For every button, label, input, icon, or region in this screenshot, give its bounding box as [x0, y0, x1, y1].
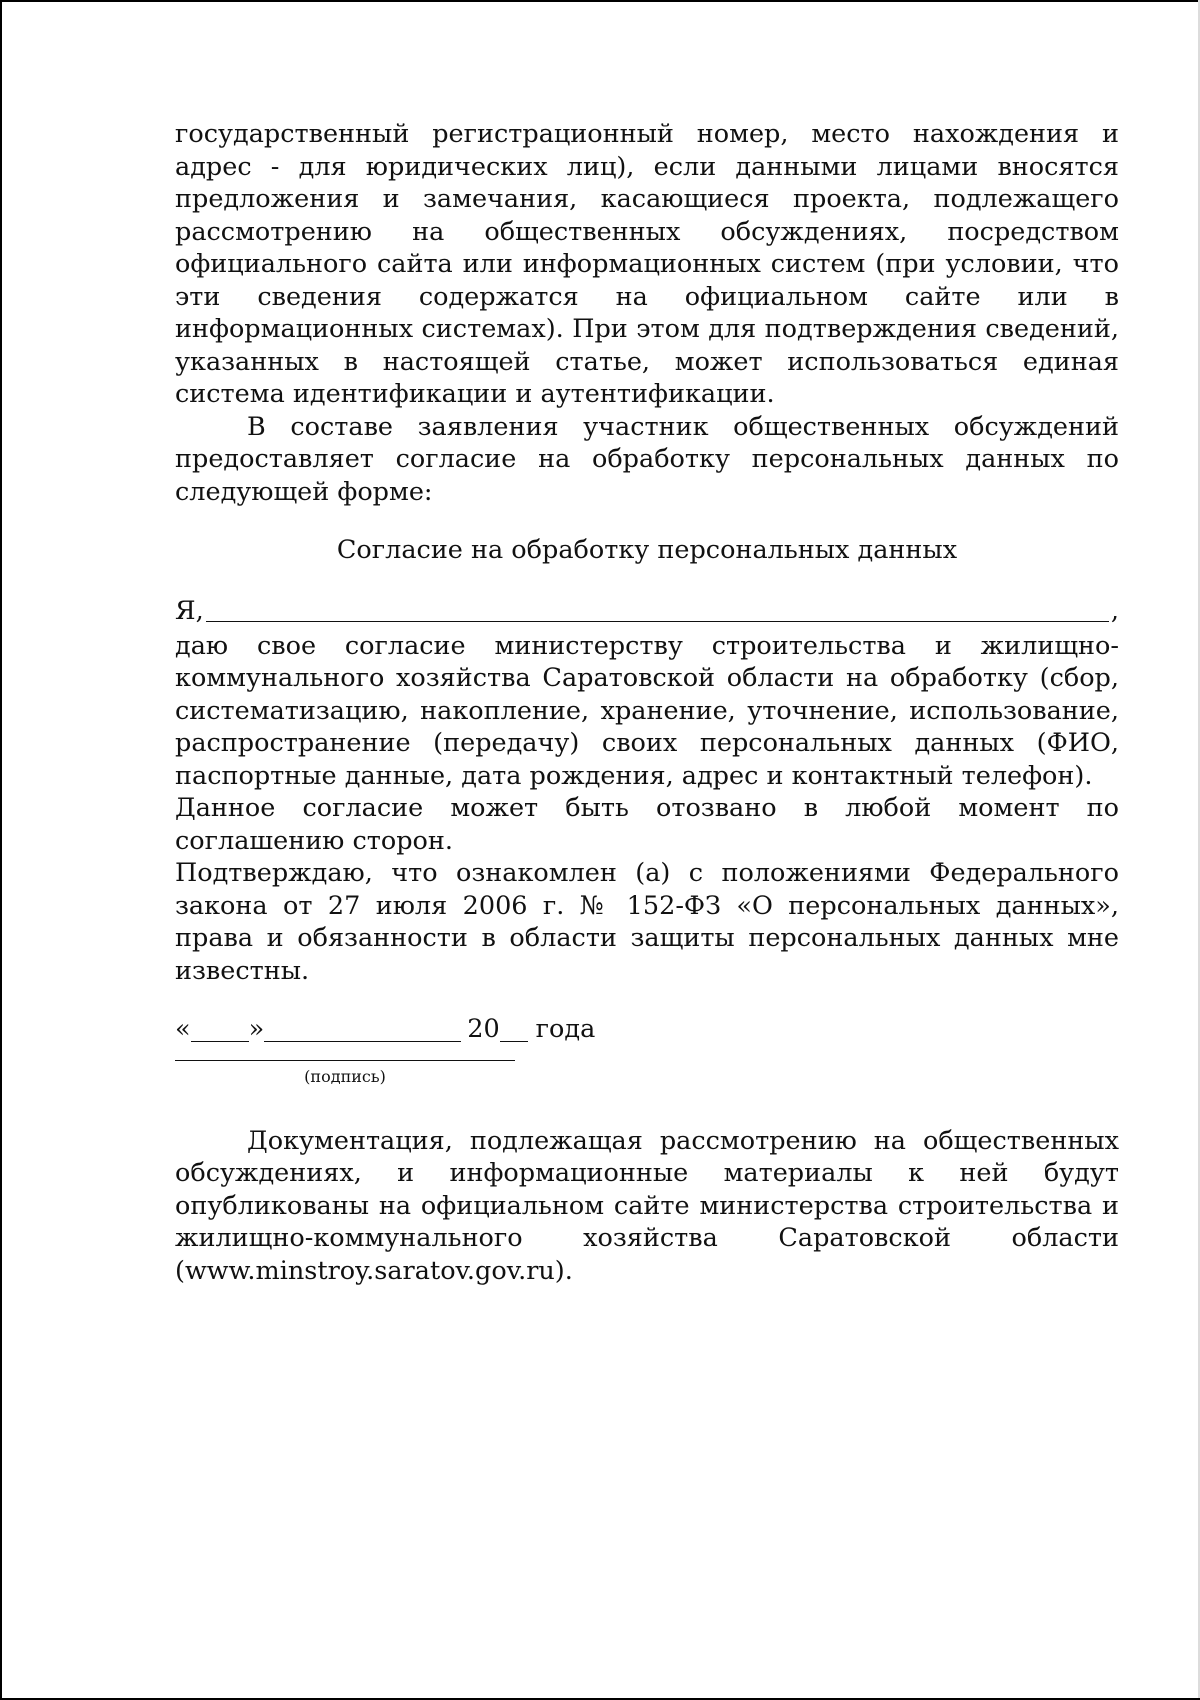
date-century: 20	[467, 1014, 500, 1044]
date-day-blank	[191, 1017, 249, 1042]
name-prefix: Я,	[175, 596, 204, 626]
date-year-blank	[500, 1017, 528, 1042]
paragraph-confirm: Подтверждаю, что ознакомлен (а) с положениями Федерального закона от 27 июля 2006 г. № 152-ФЗ «О персональных данных», права и обязанности в области защиты персональных данных мне известны.	[175, 858, 1119, 986]
signature-block	[175, 1060, 515, 1087]
paragraph-revoke: Данное согласие может быть отозвано в любой момент по соглашению сторон.	[175, 793, 1119, 856]
date-year-word: года	[535, 1014, 596, 1044]
paragraph-documentation: Документация, подлежащая рассмотрению на общественных обсуждениях, и информационные материалы к ней будут опубликованы на официальном сайте министерства строительства и жилищно-коммунального хозяйства Саратовской области (www.minstroy.saratov.gov.ru).	[175, 1125, 1119, 1286]
document-body	[175, 118, 1119, 1287]
name-suffix: ,	[1110, 596, 1119, 626]
signature-line	[175, 1060, 515, 1061]
signature-caption: (подпись)	[304, 1066, 386, 1086]
date-fill-line	[175, 1013, 1119, 1046]
paragraph-identification: государственный регистрационный номер, место нахождения и адрес - для юридических лиц), если данными лицами вносятся предложения и замечания, касающиеся проекта, подлежащего рассмотрению на общественных обсуждениях, посредством официального сайта или информационных систем (при условии, что эти сведения содержатся на официальном сайте или в информационных системах). При этом для подтверждения сведений, указанных в настоящей статье, может использоваться единая система идентификации и аутентификации.	[175, 119, 1119, 409]
paragraph-consent-text: даю свое согласие министерству строительства и жилищно-коммунального хозяйства Саратовской области на обработку (сбор, систематизацию, накопление, хранение, уточнение, использование, распространение (передачу) своих персональных данных (ФИО, паспортные данные, дата рождения, адрес и контактный телефон).	[175, 630, 1119, 791]
name-blank	[206, 595, 1109, 622]
date-month-blank	[264, 1017, 461, 1042]
paragraph-consent-intro: В составе заявления участник общественных обсуждений предоставляет согласие на обработку персональных данных по следующей форме:	[175, 411, 1119, 507]
date-open-quote: «	[175, 1014, 191, 1044]
date-close-quote: »	[248, 1014, 265, 1044]
name-fill-line	[175, 595, 1119, 628]
form-title: Согласие на обработку персональных данных	[336, 535, 958, 565]
